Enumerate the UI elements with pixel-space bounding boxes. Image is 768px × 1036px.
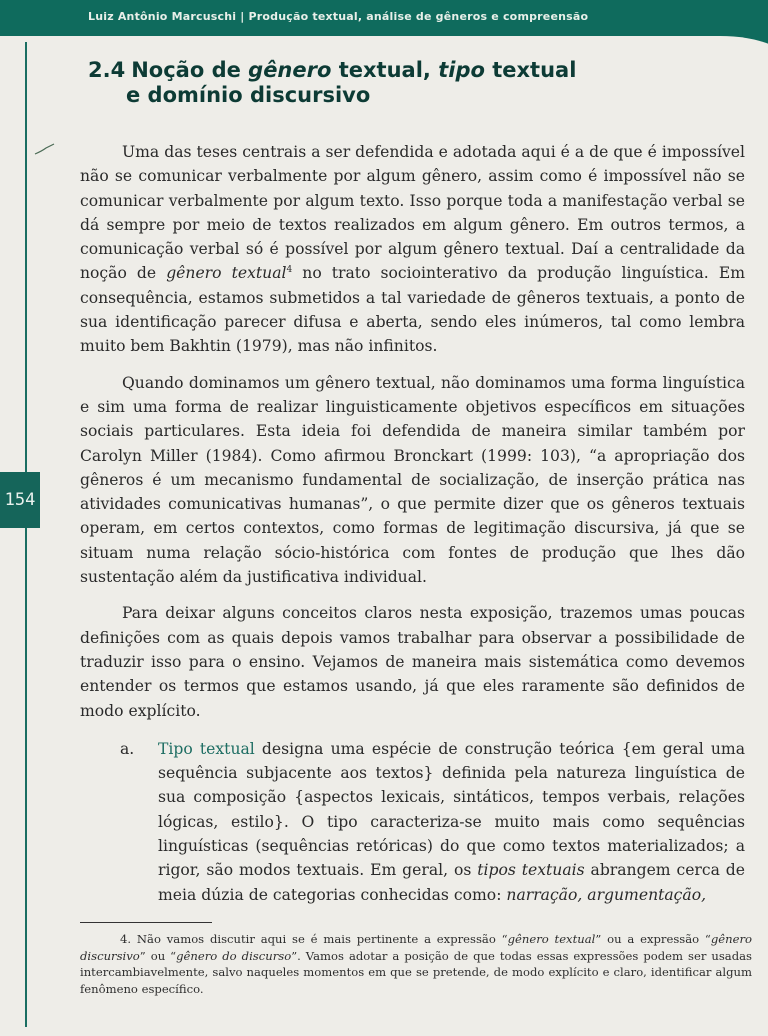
footnote-ref: 4 bbox=[286, 265, 293, 276]
p1-emphasis: gênero textual bbox=[166, 264, 287, 283]
title-part1: Noção de bbox=[131, 58, 249, 82]
title-part3: textual bbox=[484, 58, 577, 82]
footnote-number: 4. bbox=[120, 932, 132, 946]
pen-mark-icon bbox=[34, 142, 56, 156]
footnote-em2: gênero discursivo bbox=[80, 932, 752, 963]
footnote-em3: gênero do discurso bbox=[176, 948, 292, 963]
title-line2: e domínio discursivo bbox=[126, 83, 371, 107]
item-a-emphasis-2: narração, argumentação, bbox=[506, 885, 707, 904]
section-heading bbox=[88, 58, 688, 108]
page-number: 154 bbox=[4, 490, 36, 510]
footnote-divider bbox=[80, 922, 212, 923]
title-em1: gênero bbox=[248, 58, 332, 82]
list-item-a bbox=[80, 737, 745, 907]
p1-text-b: no trato sociointerativo da produção linguística. Em consequência, estamos submetidos a tal variedade de gêneros textuais, a ponto de sua identificação parecer difusa e aberta, sendo eles inúmeros, tal como lembra muito bem Bakhtin (1979), mas não infinitos. bbox=[80, 264, 745, 356]
paragraph-1 bbox=[80, 140, 745, 359]
page-number-tab bbox=[0, 472, 40, 528]
footnote-em1: gênero textual bbox=[507, 932, 596, 946]
footnote-text-d: ”. Vamos adotar a posição de que todas essas expressões podem ser usadas intercambiavelmente, salvo naqueles momentos em que se pretende, de modo explícito e claro, identificar algum fenômeno específico. bbox=[80, 948, 752, 996]
footnote bbox=[80, 931, 752, 997]
item-a-text-a: designa uma espécie de construção teórica {em geral uma sequência subjacente aos textos} definida pela natureza linguística de sua composição {aspectos lexicais, sintáticos, tempos verbais, relações lógicas, estilo}. O tipo caracteriza-se muito mais como sequências linguísticas (sequências retóricas) do que como textos materializados; a rigor, são modos textuais. Em geral, os bbox=[158, 739, 745, 880]
title-em2: tipo bbox=[438, 58, 485, 82]
item-a-emphasis: tipos textuais bbox=[477, 861, 585, 880]
section-number: 2.4 bbox=[88, 58, 126, 82]
footnote-text-a: Não vamos discutir aqui se é mais pertinente a expressão “ bbox=[131, 932, 508, 946]
list-marker: a. bbox=[120, 739, 135, 758]
term-tipo-textual: Tipo textual bbox=[158, 739, 255, 758]
footnote-text-b: ” ou a expressão “ bbox=[595, 932, 711, 946]
footnote-text-c: ” ou “ bbox=[139, 948, 177, 963]
p1-text-a: Uma das teses centrais a ser defendida e adotada aqui é a de que é impossível não se comunicar verbalmente por algum gênero, assim como é impossível não se comunicar verbalmente por algum texto. Isso porque toda a manifestação verbal se dá sempre por meio de textos realizados em algum gênero. Em outros termos, a comunicação verbal só é possível por algum gênero textual. Daí a centralidade da noção de bbox=[80, 143, 745, 283]
body-text bbox=[80, 140, 745, 919]
paragraph-3: Para deixar alguns conceitos claros nesta exposição, trazemos umas poucas definições com as quais depois vamos trabalhar para observar a possibilidade de traduzir isso para o ensino. Vejamos de maneira mais sistemática como devemos entender os termos que estamos usando, já que eles raramente são definidos de modo explícito. bbox=[80, 604, 745, 720]
title-part2: textual, bbox=[331, 58, 439, 82]
item-a-text-b: abrangem cerca de meia dúzia de categorias conhecidas como: bbox=[158, 861, 746, 904]
margin-rule bbox=[25, 42, 27, 1027]
paragraph-2: Quando dominamos um gênero textual, não dominamos uma forma linguística e sim uma forma de realizar linguisticamente objetivos específicos em situações sociais particulares. Esta ideia foi defendida de maneira similar também por Carolyn Miller (1984). Como afirmou Bronckart (1999: 103), “a apropriação dos gêneros é um mecanismo fundamental de socialização, de inserção prática nas atividades comunicativas humanas”, o que permite dizer que os gêneros textuais operam, em certos contextos, como formas de legitimação discursiva, já que se situam numa relação sócio-histórica com fontes de produção que lhes dão sustentação além da justificativa individual. bbox=[80, 373, 745, 587]
running-header: Luiz Antônio Marcuschi | Produção textual, análise de gêneros e compreensão bbox=[88, 10, 589, 23]
